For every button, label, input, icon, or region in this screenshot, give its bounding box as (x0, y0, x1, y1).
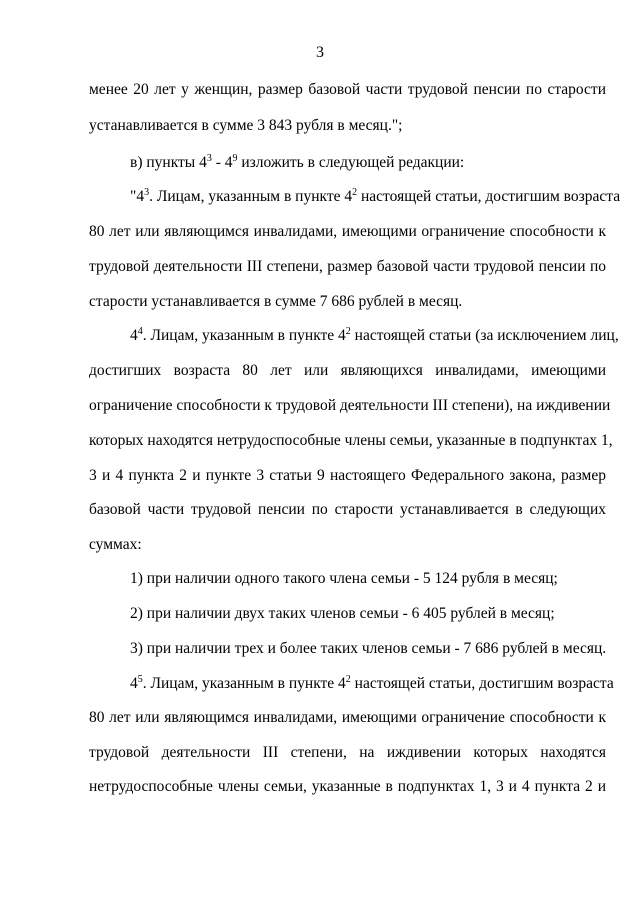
text-line: 80 лет или являющимся инвалидами, имеющими ограничение способности к (89, 709, 606, 726)
text-line: старости устанавливается в сумме 7 686 рублей в месяц. (89, 293, 463, 310)
superscript: 3 (144, 187, 150, 198)
superscript: 5 (137, 674, 143, 685)
text-line: трудовой деятельности III степени, размер базовой части трудовой пенсии по (89, 258, 606, 275)
list-item: 1) при наличии одного такого члена семьи - 5 124 рубля в месяц; (130, 570, 558, 587)
list-item: 3) при наличии трех и более таких членов семьи - 7 686 рублей в месяц. (130, 640, 607, 657)
text-line: ограничение способности к трудовой деятельности III степени), на иждивении (89, 397, 611, 414)
text-run: 4 (130, 675, 138, 692)
text-line (130, 326, 619, 346)
text-run: настоящей статьи, достигшим возраста (357, 188, 621, 205)
text-line: базовой части трудовой пенсии по старости устанавливается в следующих (89, 501, 606, 518)
list-item: 2) при наличии двух таких членов семьи - 6 405 рублей в месяц; (130, 605, 555, 622)
text-run: настоящей статьи, достигшим возраста (350, 675, 614, 692)
text-run: в) пункты 4 (130, 154, 207, 171)
text-run: изложить в следующей редакции: (237, 154, 465, 171)
text-line: устанавливается в сумме 3 843 рубля в месяц."; (89, 117, 403, 134)
text-run: настоящей статьи (за исключением лиц, (350, 327, 619, 344)
text-line: суммах: (89, 536, 142, 553)
text-run: "4 (130, 188, 145, 205)
text-line: нетрудоспособные члены семьи, указанные в подпунктах 1, 3 и 4 пункта 2 и (89, 778, 606, 795)
text-run: 4 (130, 327, 138, 344)
superscript: 2 (352, 187, 358, 198)
text-run: - 4 (211, 154, 233, 171)
text-line (130, 153, 606, 173)
text-line: достигших возраста 80 лет или являющихся инвалидами, имеющими (89, 362, 606, 379)
text-line: менее 20 лет у женщин, размер базовой части трудовой пенсии по старости (89, 81, 606, 98)
superscript: 9 (232, 153, 238, 164)
page-number: 3 (316, 44, 324, 61)
text-line: которых находятся нетрудоспособные члены семьи, указанные в подпунктах 1, (89, 432, 613, 449)
text-line: 3 и 4 пункта 2 и пункте 3 статьи 9 настоящего Федерального закона, размер (89, 467, 606, 484)
text-run: . Лицам, указанным в пункте 4 (142, 675, 346, 692)
text-line: трудовой деятельности III степени, на иждивении которых находятся (89, 744, 606, 761)
text-run: . Лицам, указанным в пункте 4 (142, 327, 346, 344)
text-line (130, 187, 621, 207)
superscript: 3 (206, 153, 212, 164)
superscript: 2 (345, 674, 351, 685)
superscript: 2 (345, 326, 351, 337)
text-run: . Лицам, указанным в пункте 4 (149, 188, 353, 205)
text-line (130, 674, 614, 694)
text-line: 80 лет или являющимся инвалидами, имеющими ограничение способности к (89, 223, 606, 240)
superscript: 4 (137, 326, 143, 337)
